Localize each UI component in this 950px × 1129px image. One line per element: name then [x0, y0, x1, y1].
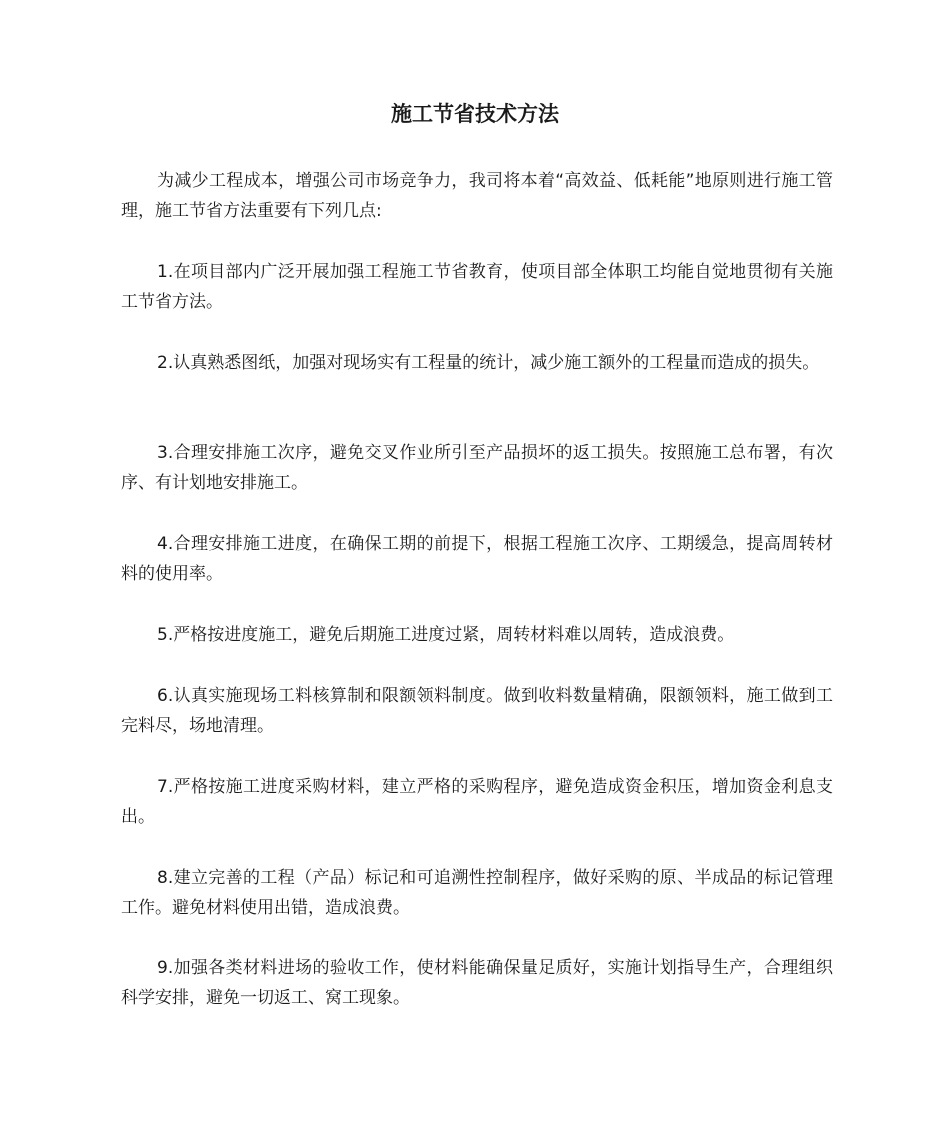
list-item-4: 4.合理安排施工进度，在确保工期的前提下，根据工程施工次序、工期缓急，提高周转材料的使用率。: [121, 534, 833, 584]
list-item-7: 7.严格按施工进度采购材料，建立严格的采购程序，避免造成资金积压，增加资金利息支出。: [121, 777, 833, 827]
list-item-3: 3.合理安排施工次序，避免交叉作业所引至产品损坏的返工损失。按照施工总布署，有次序、有计划地安排施工。: [121, 443, 833, 493]
list-item-9: 9.加强各类材料进场的验收工作，使材料能确保量足质好，实施计划指导生产，合理组织科学安排，避免一切返工、窝工现象。: [121, 958, 833, 1008]
list-item-5: 5.严格按进度施工，避免后期施工进度过紧，周转材料难以周转，造成浪费。: [157, 625, 735, 645]
list-item-6: 6.认真实施现场工料核算制和限额领料制度。做到收料数量精确，限额领料，施工做到工完料尽，场地清理。: [121, 686, 833, 736]
list-item-1: 1.在项目部内广泛开展加强工程施工节省教育，使项目部全体职工均能自觉地贯彻有关施工节省方法。: [121, 262, 833, 312]
intro-paragraph: 为减少工程成本，增强公司市场竞争力，我司将本着“高效益、低耗能”地原则进行施工管理，施工节省方法重要有下列几点:: [121, 171, 833, 221]
list-item-2: 2.认真熟悉图纸，加强对现场实有工程量的统计，减少施工额外的工程量而造成的损失。: [157, 353, 820, 373]
document-title: 施工节省技术方法: [391, 102, 559, 126]
list-item-8: 8.建立完善的工程（产品）标记和可追溯性控制程序，做好采购的原、半成品的标记管理工作。避免材料使用出错，造成浪费。: [121, 868, 833, 918]
